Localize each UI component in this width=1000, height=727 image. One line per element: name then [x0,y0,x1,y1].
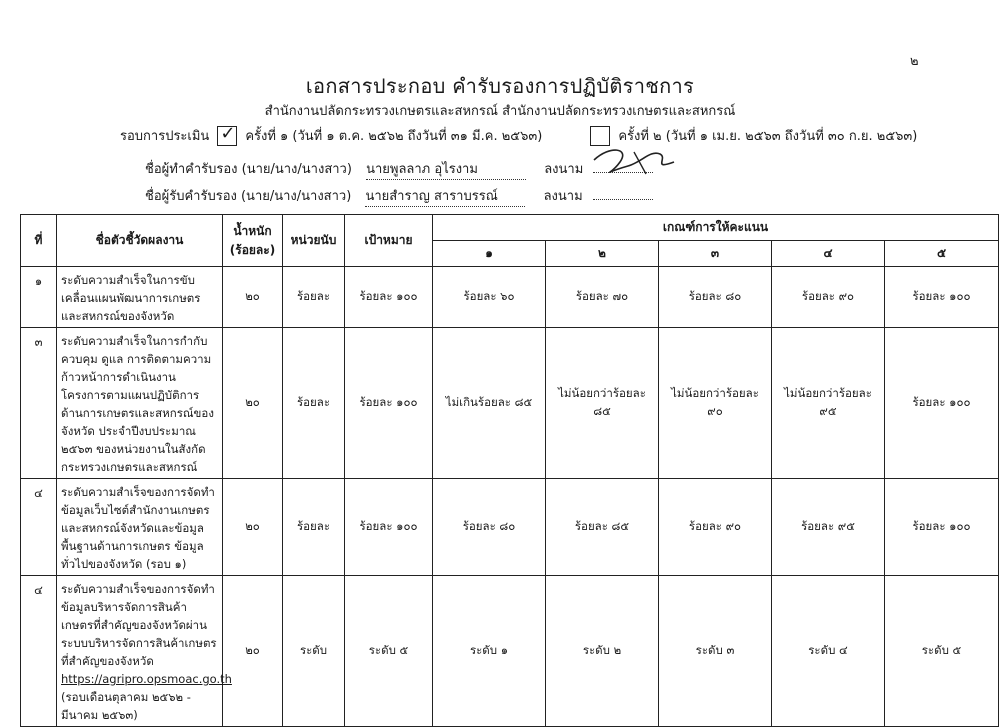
row-indicator: ระดับความสำเร็จของการจัดทำข้อมูลเว็บไซต์สำนักงานเกษตรและสหกรณ์จังหวัดและข้อมูลพื้นฐานด้านการเกษตร ข้อมูลทั่วไปของจังหวัด (รอบ ๑) [57,479,223,576]
row-weight: ๒๐ [223,576,283,727]
receiver-label: ชื่อผู้รับคำรับรอง (นาย/นาง/นางสาว) [145,189,352,204]
round2-label: ครั้งที่ ๒ (วันที่ ๑ เม.ย. ๒๕๖๓ ถึงวันที่ ๓๐ ก.ย. ๒๕๖๓) [618,129,918,144]
receiver-sign-label: ลงนาม [543,189,583,204]
receiver-row [145,185,653,207]
row-unit: ร้อยละ [283,267,345,328]
maker-label: ชื่อผู้ทำคำรับรอง (นาย/นาง/นางสาว) [145,162,352,177]
row-score-5: ระดับ ๕ [885,576,999,727]
round-label: รอบการประเมิน [120,129,210,144]
row-score-3: ไม่น้อยกว่าร้อยละ ๙๐ [659,328,772,479]
header-level-1: ๑ [433,241,546,267]
row-score-2: ร้อยละ ๘๕ [546,479,659,576]
evaluation-round [120,125,917,146]
header-level-2: ๒ [546,241,659,267]
row-target: ระดับ ๕ [345,576,433,727]
row-score-2: ระดับ ๒ [546,576,659,727]
round1-label: ครั้งที่ ๑ (วันที่ ๑ ต.ค. ๒๕๖๒ ถึงวันที่ ๓๑ มี.ค. ๒๕๖๓) [245,129,543,144]
row-unit: ร้อยละ [283,328,345,479]
row-unit: ร้อยละ [283,479,345,576]
header-criteria: เกณฑ์การให้คะแนน [433,215,999,241]
row-target: ร้อยละ ๑๐๐ [345,267,433,328]
kpi-table [20,214,999,727]
row-score-3: ร้อยละ ๙๐ [659,479,772,576]
row-indicator-suffix: (รอบเดือนตุลาคม ๒๕๖๒ - มีนาคม ๒๕๖๓) [61,690,191,722]
row-score-3: ร้อยละ ๘๐ [659,267,772,328]
row-score-1: ร้อยละ ๘๐ [433,479,546,576]
round1-checkbox[interactable] [217,126,237,146]
maker-name: นายพูลลาภ อุไรงาม [366,158,526,180]
header-level-5: ๕ [885,241,999,267]
row-no: ๔ [21,576,57,727]
table-row [21,479,999,576]
row-weight: ๒๐ [223,267,283,328]
table-row [21,267,999,328]
row-no: ๓ [21,328,57,479]
row-weight: ๒๐ [223,328,283,479]
row-target: ร้อยละ ๑๐๐ [345,328,433,479]
handwritten-signature [590,140,680,180]
maker-sign-label: ลงนาม [544,162,584,177]
row-score-5: ร้อยละ ๑๐๐ [885,267,999,328]
table-row [21,576,999,727]
table-row [21,328,999,479]
header-name: ชื่อตัวชี้วัดผลงาน [57,215,223,267]
row-score-5: ร้อยละ ๑๐๐ [885,328,999,479]
header-no: ที่ [21,215,57,267]
row-score-1: ร้อยละ ๖๐ [433,267,546,328]
row-score-4: ระดับ ๔ [772,576,885,727]
row-score-4: ร้อยละ ๙๕ [772,479,885,576]
row-target: ร้อยละ ๑๐๐ [345,479,433,576]
row-score-5: ร้อยละ ๑๐๐ [885,479,999,576]
header-weight: น้ำหนัก (ร้อยละ) [223,215,283,267]
row-score-1: ไม่เกินร้อยละ ๘๕ [433,328,546,479]
agripro-link[interactable]: https://agripro.opsmoac.go.th [61,672,232,686]
header-level-3: ๓ [659,241,772,267]
row-score-1: ระดับ ๑ [433,576,546,727]
header-target: เป้าหมาย [345,215,433,267]
row-no: ๔ [21,479,57,576]
row-score-3: ระดับ ๓ [659,576,772,727]
row-indicator-text: ระดับความสำเร็จของการจัดทำข้อมูลบริหารจัดการสินค้าเกษตรที่สำคัญของจังหวัดผ่านระบบบริหารจัดการสินค้าเกษตรที่สำคัญของจังหวัด [61,582,217,668]
page-number: ๒ [910,54,919,69]
document-subtitle: สำนักงานปลัดกระทรวงเกษตรและสหกรณ์ สำนักงานปลัดกระทรวงเกษตรและสหกรณ์ [264,104,736,119]
row-indicator: ระดับความสำเร็จในการกำกับควบคุม ดูแล การติดตามความก้าวหน้าการดำเนินงานโครงการตามแผนปฏิบัติการด้านการเกษตรและสหกรณ์ของจังหวัด ประจำปีงบประมาณ ๒๕๖๓ ของหน่วยงานในสังกัดกระทรวงเกษตรและสหกรณ์ [57,328,223,479]
row-score-4: ไม่น้อยกว่าร้อยละ ๙๕ [772,328,885,479]
receiver-name: นายสำราญ สาราบรรณ์ [365,185,525,207]
row-weight: ๒๐ [223,479,283,576]
header-unit: หน่วยนับ [283,215,345,267]
header-level-4: ๔ [772,241,885,267]
row-score-2: ร้อยละ ๗๐ [546,267,659,328]
row-unit: ระดับ [283,576,345,727]
row-indicator: ระดับความสำเร็จในการขับเคลื่อนแผนพัฒนาการเกษตรและสหกรณ์ของจังหวัด [57,267,223,328]
row-score-2: ไม่น้อยกว่าร้อยละ ๘๕ [546,328,659,479]
row-no: ๑ [21,267,57,328]
receiver-sign-line [593,199,653,200]
maker-row [145,158,653,180]
document-title: เอกสารประกอบ คำรับรองการปฏิบัติราชการ [305,74,695,98]
row-indicator [57,576,232,727]
row-score-4: ร้อยละ ๙๐ [772,267,885,328]
